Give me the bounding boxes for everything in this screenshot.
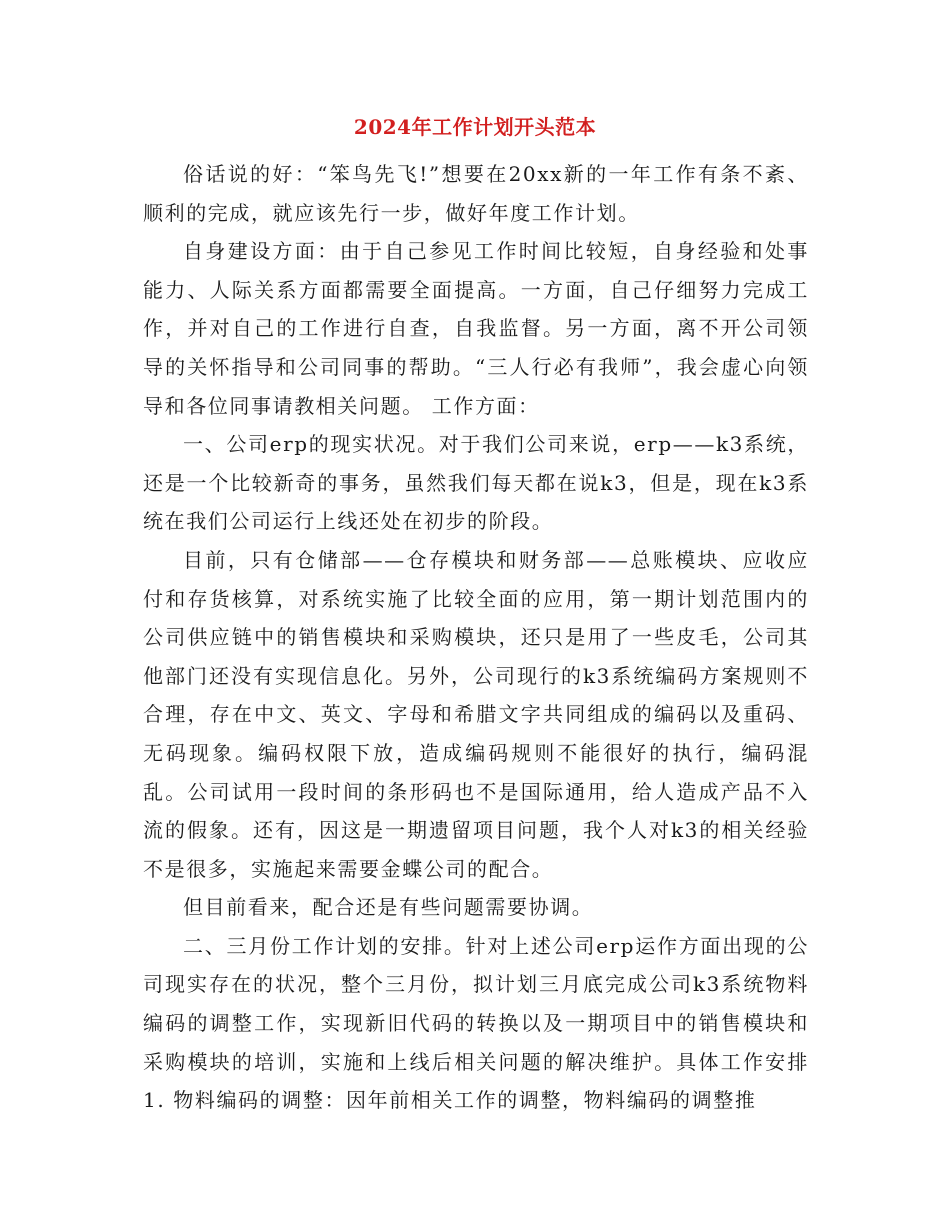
paragraph-current-situation: 目前，只有仓储部——仓存模块和财务部——总账模块、应收应付和存货核算，对系统实施了比较全面的应用，第一期计划范围内的公司供应链中的销售模块和采购模块，还只是用了一些皮毛，公司其他部门还没有实现信息化。另外，公司现行的k3系统编码方案规则不合理，存在中文、英文、字母和希腊文字共同组成的编码以及重码、无码现象。编码权限下放，造成编码规则不能很好的执行，编码混乱。公司试用一段时间的条形码也不是国际通用，给人造成产品不入流的假象。还有，因这是一期遗留项目问题，我个人对k3的相关经验不是很多，实施起来需要金蝶公司的配合。 xyxy=(143,547,809,881)
paragraph-erp-status: 一、公司erp的现实状况。对于我们公司来说，erp——k3系统，还是一个比较新奇的事务，虽然我们每天都在说k3，但是，现在k3系统在我们公司运行上线还处在初步的阶段。 xyxy=(143,432,809,534)
paragraph-intro: 俗话说的好：“笨鸟先飞!”想要在20xx新的一年工作有条不紊、顺利的完成，就应该先行一步，做好年度工作计划。 xyxy=(143,162,809,225)
document-body xyxy=(143,155,809,1120)
paragraph-coordination: 但目前看来，配合还是有些问题需要协调。 xyxy=(183,895,594,920)
paragraph-march-plan: 二、三月份工作计划的安排。针对上述公司erp运作方面出现的公司现实存在的状况，整个三月份，拟计划三月底完成公司k3系统物料编码的调整工作，实现新旧代码的转换以及一期项目中的销售模块和采购模块的培训，实施和上线后相关问题的解决维护。具体工作安排 1. 物料编码的调整：因年前相关工作的调整，物料编码的调整推 xyxy=(143,933,809,1113)
document-title: 2024年工作计划开头范本 xyxy=(353,115,597,139)
paragraph-self-development: 自身建设方面：由于自己参见工作时间比较短，自身经验和处事能力、人际关系方面都需要全面提高。一方面，自己仔细努力完成工作，并对自己的工作进行自查，自我监督。另一方面，离不开公司领导的关怀指导和公司同事的帮助。“三人行必有我师”，我会虚心向领导和各位同事请教相关问题。 工作方面： xyxy=(143,239,809,418)
